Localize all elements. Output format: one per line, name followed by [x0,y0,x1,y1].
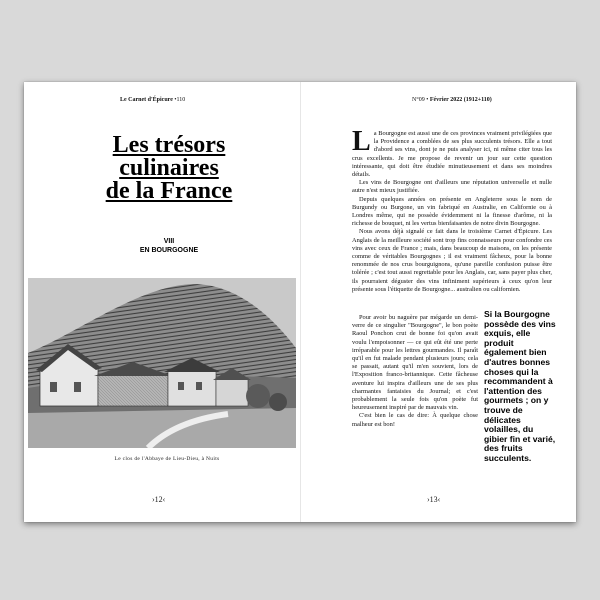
pull-quote: Si la Bourgogne possède des vins exquis, elle produit également bien d'autres bonnes choses qui la recommandent à l'attention des gourmets ; on y trouve de délicates volailles, du gibier fin et varié, des fruits succulents. [484,309,556,463]
engraving-illustration [28,278,296,448]
issue-number: •110 [172,97,186,103]
paragraph: C'est bien le cas de dire: À quelque chose malheur est bon! [352,412,478,428]
magazine-spread [24,82,576,522]
left-page [24,82,300,522]
article-body-top [352,126,552,294]
left-running-header [120,97,185,103]
abbey-engraving-image [28,278,296,448]
right-page [301,82,576,522]
magazine-name: Le Carnet d'Épicure [120,97,173,103]
paragraph-text: a Bourgogne est aussi une de ces provinces vraiment privilégiées que la Providence a comblées de ses plus succulents trésors. Elle a tout d'abord ses vins, dont je ne puis analyser ici, ni même citer tous les crus excellents. Je me propose de revenir un jour sur cette question intéressante, qui doit être étudiée minutieusement et dans ses moindres détails. [352,130,552,179]
title-line: culinaires [119,155,219,181]
section-number: VIII [163,238,175,245]
title-line: de la France [105,178,233,204]
issue-label: N°09 • [412,97,430,103]
page-number: ›12‹ [152,495,166,504]
article-body-column [352,314,478,429]
title-line: Les trésors [112,132,226,158]
paragraph: Nous avons déjà signalé ce fait dans le troisième Carnet d'Épicure. Les Anglais de la meilleure société sont trop fins connaisseurs pour confondre ces vins avec ceux de France ; mais, dans beaucoup de maisons, on les présente comme de véritables Bourgognes ; il est vraiment fâcheux, pour la bonne renommée de nos crus bourguignons, qu'une pareille confusion puisse être tolérée ; c'est tout aussi regrettable pour les Anglais, car, sans payer plus cher, ils pourraient déguster des vins infiniment supérieurs à ceux qu'on leur présente sous l'étiquette de Bourgogne... australien ou californien. [352,228,552,293]
article-title [74,134,264,203]
section-heading [74,237,264,255]
section-title: EN BOURGOGNE [139,247,199,254]
right-running-header [412,97,492,103]
paragraph: Depuis quelques années on présente en Angleterre sous le nom de Burgundy ou Burgone, un vin fabriqué en Australie, en Californie ou à Londres même, qui ne possède évidemment ni la finesse d'arôme, ni la richesse de bouquet, ni les vertus bienfaisantes de notre divin Bourgogne. [352,195,552,228]
issue-date: Février 2022 (1912+110) [429,97,492,103]
page-number: ›13‹ [427,495,441,504]
drop-cap: L [352,126,371,157]
image-caption: Le clos de l'Abbaye de Lieu-Dieu, à Nuits [114,456,220,462]
paragraph: Pour avoir bu naguère par mégarde un demi-verre de ce singulier "Bourgogne", le bon poète Raoul Ponchon crut de bonne foi qu'on avait voulu l'empoisonner — ce qui eût été une perte irréparable pour les lettres gourmandes. Il paraît qu'il en fut malade pendant plusieurs jours; cela se passait, autant qu'il m'en souvient, lors de l'Exposition franco-britannique. Cette fâcheuse aventure lui inspira d'ailleurs une de ses plus charmantes fantaisies du Journal; et c'est probablement la seule fois qu'on poète fut heureusement inspiré par de mauvais vin. [352,314,478,412]
paragraph: Les vins de Bourgogne ont d'ailleurs une réputation universelle et nulle autre n'est mieux justifiée. [352,179,552,195]
paragraph [352,126,552,179]
